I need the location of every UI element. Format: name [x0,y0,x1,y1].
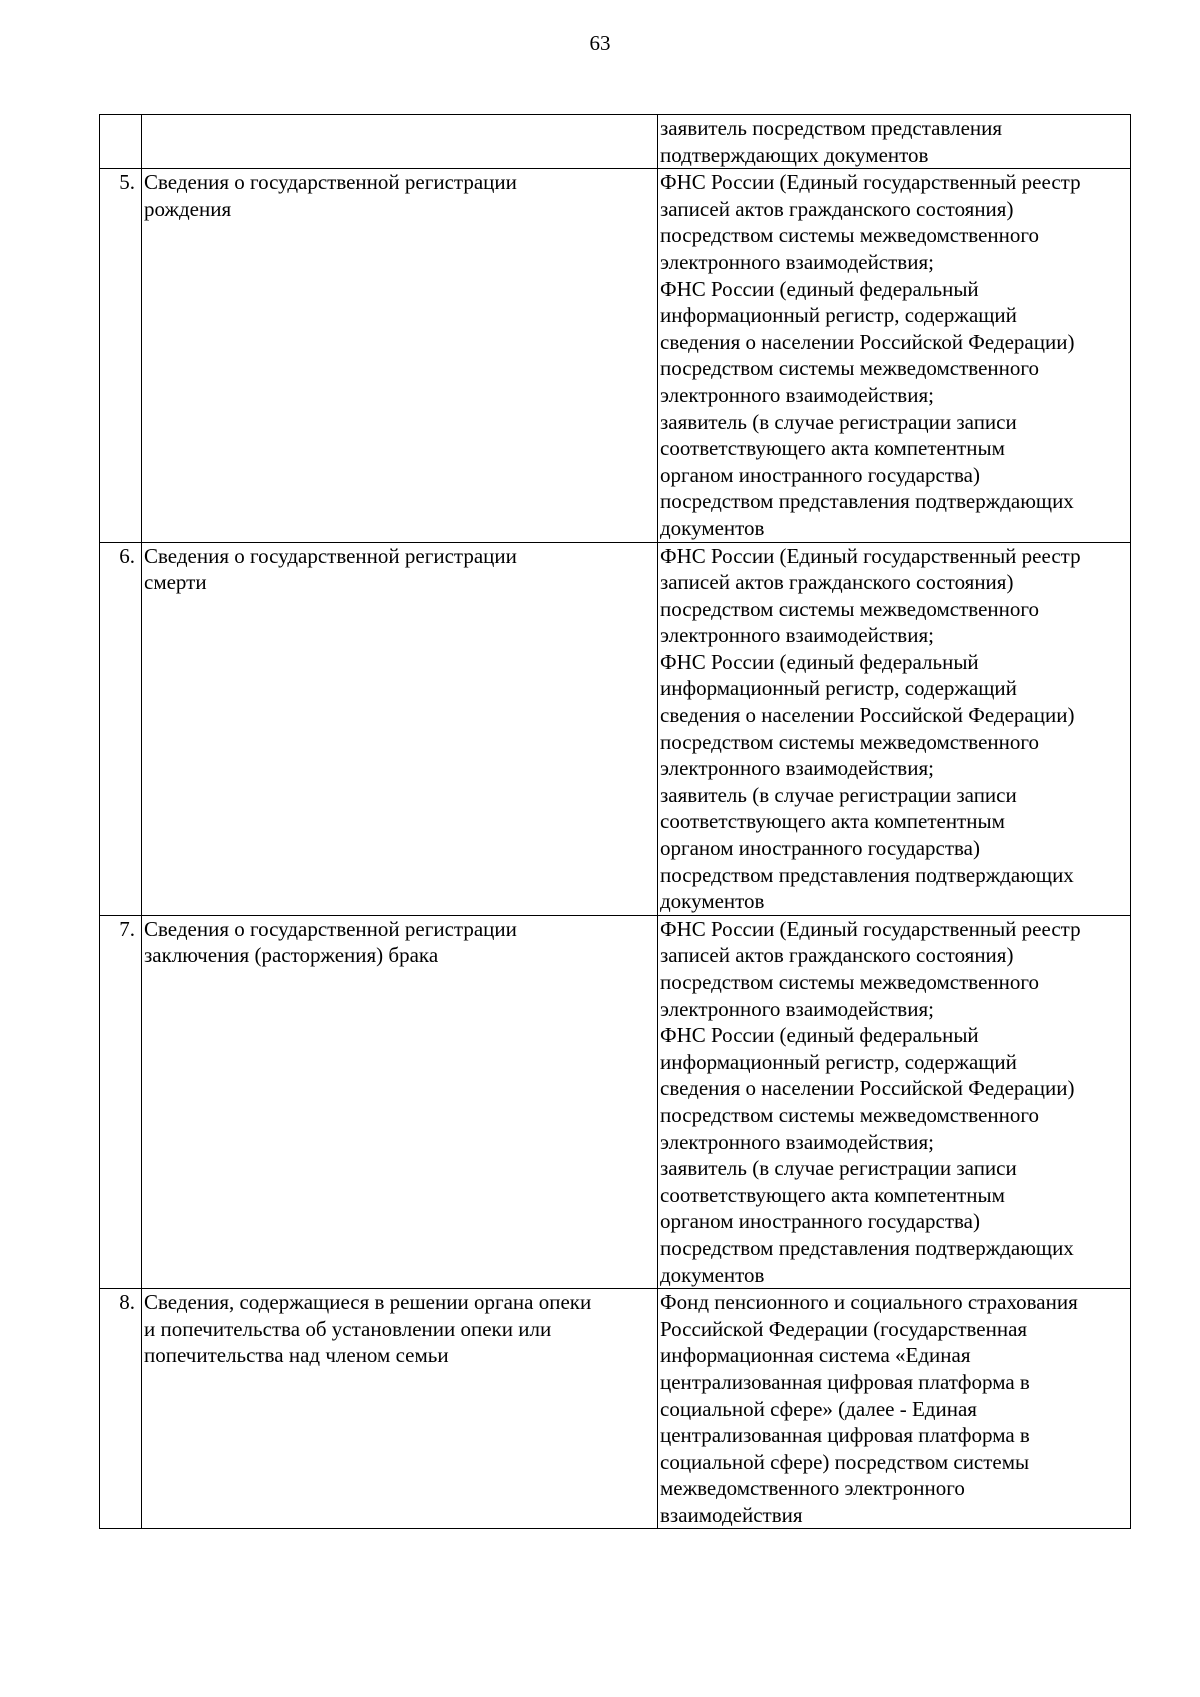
info-source-line: посредством представления подтверждающих [660,489,1074,514]
info-source-cell [658,169,1131,542]
info-name-text: Сведения о государственной регистрации заключения (расторжения) брака [144,916,517,968]
info-source-line: посредством системы межведомственного [660,223,1039,248]
info-source-cell [658,1289,1131,1529]
info-source-line: соответствующего акта компетентным [660,1182,1005,1207]
row-number: 7. [100,915,142,1288]
info-source-line: ФНС России (Единый государственный реестр [660,916,1081,941]
info-source-line: заявитель (в случае регистрации записи [660,409,1017,434]
document-table [99,114,1131,1529]
table-row [100,915,1131,1288]
info-source-line: заявитель посредством представления [660,116,1003,140]
info-source-line: социальной сфере» (далее - Единая [660,1396,977,1421]
info-source-line: сведения о населении Российской Федерации) [660,703,1075,728]
info-source-line: посредством системы межведомственного [660,356,1039,381]
info-source-line: электронного взаимодействия; [660,756,934,781]
info-source-line: заявитель (в случае регистрации записи [660,782,1017,807]
table-row [100,169,1131,542]
info-source-line: межведомственного электронного [660,1476,965,1501]
info-name-text: Сведения, содержащиеся в решении органа опеки и попечительства об установлении опеки или попечительства над членом семьи [144,1290,592,1368]
info-source-line: посредством системы межведомственного [660,1102,1039,1127]
table-row [100,542,1131,915]
info-source-line: ФНС России (единый федеральный [660,649,979,674]
info-source-line: документов [660,1262,765,1287]
info-source-line: ФНС России (единый федеральный [660,276,979,301]
info-source-line: информационный регистр, содержащий [660,303,1017,328]
info-name-text: Сведения о государственной регистрации смерти [144,543,517,595]
table-body [100,115,1131,1529]
page-number: 63 [589,31,611,55]
info-source-line: Российской Федерации (государственная [660,1316,1028,1341]
info-source-line: электронного взаимодействия; [660,623,934,648]
info-source-line: ФНС России (единый федеральный [660,1023,979,1048]
info-source-line: взаимодействия [660,1502,803,1527]
info-source-line: органом иностранного государства) [660,1209,980,1234]
info-source-line: централизованная цифровая платформа в [660,1369,1030,1394]
row-number: 6. [100,542,142,915]
info-source-line: посредством системы межведомственного [660,970,1039,994]
info-source-line: сведения о населении Российской Федерации) [660,329,1075,354]
info-source-line: соответствующего акта компетентным [660,809,1005,834]
info-source-line: органом иностранного государства) [660,836,980,861]
info-name-cell [142,1289,658,1529]
info-name-cell [142,542,658,915]
info-name-cell [142,115,658,169]
info-source-line: информационная система «Единая [660,1343,971,1368]
info-source-line: электронного взаимодействия; [660,1129,934,1154]
row-number: 5. [100,169,142,542]
info-source-line: электронного взаимодействия; [660,996,934,1021]
info-source-line: записей актов гражданского состояния) [660,570,1014,595]
info-source-line: социальной сфере) посредством системы [660,1449,1030,1474]
info-source-line: записей актов гражданского состояния) [660,196,1014,221]
table-row [100,115,1131,169]
info-source-cell [658,542,1131,915]
info-source-line: посредством системы межведомственного [660,596,1039,621]
info-source-line: заявитель (в случае регистрации записи [660,1156,1017,1181]
info-source-line: ФНС России (Единый государственный реестр [660,170,1081,195]
info-source-line: подтверждающих документов [660,142,929,167]
info-source-line: посредством представления подтверждающих [660,862,1074,887]
row-number: 8. [100,1289,142,1529]
info-source-line: электронного взаимодействия; [660,249,934,274]
info-source-line: соответствующего акта компетентным [660,436,1005,461]
info-source-cell [658,115,1131,169]
info-source-line: посредством представления подтверждающих [660,1235,1074,1260]
info-name-cell [142,169,658,542]
info-source-line: посредством системы межведомственного [660,729,1039,754]
info-source-line: сведения о населении Российской Федерации) [660,1076,1075,1101]
info-source-line: информационный регистр, содержащий [660,1049,1017,1074]
info-source-cell [658,915,1131,1288]
info-source-line: ФНС России (Единый государственный реестр [660,543,1081,568]
row-number [100,115,142,169]
table-row [100,1289,1131,1529]
info-source-line: документов [660,515,765,540]
info-name-cell [142,915,658,1288]
info-source-line: Фонд пенсионного и социального страхования [660,1290,1078,1315]
info-source-line: информационный регистр, содержащий [660,676,1017,701]
info-source-line: электронного взаимодействия; [660,382,934,407]
info-name-text: Сведения о государственной регистрации рождения [144,170,517,221]
info-source-line: документов [660,889,765,914]
info-source-line: записей актов гражданского состояния) [660,943,1014,968]
info-source-line: органом иностранного государства) [660,462,980,487]
info-source-line: централизованная цифровая платформа в [660,1423,1030,1448]
